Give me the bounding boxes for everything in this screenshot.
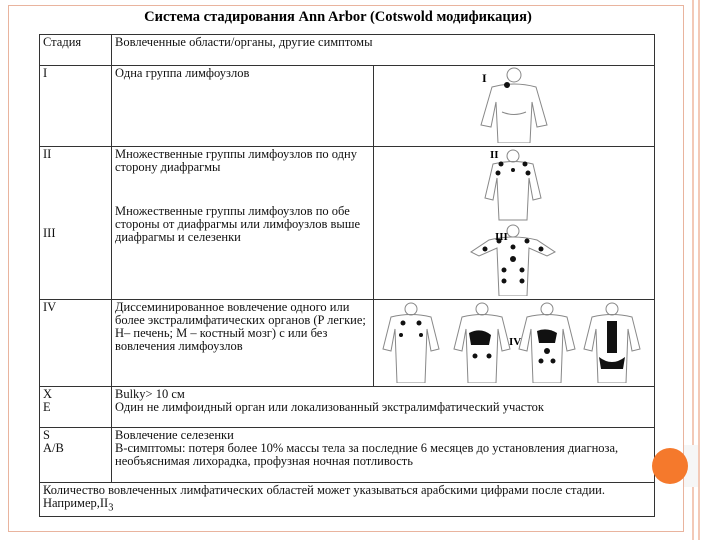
description-cell	[112, 387, 655, 428]
figure-label: IV	[509, 336, 522, 348]
orange-circle-icon	[652, 448, 688, 484]
table-row	[40, 387, 655, 428]
stage-label: A/B	[43, 441, 64, 455]
stage-cell: IV	[40, 300, 112, 387]
footer-text: Количество вовлеченных лимфатических областей может указываться арабскими цифрами после стадии. Например,	[43, 483, 605, 510]
figure-label: II	[490, 149, 499, 161]
stage-cell	[40, 147, 112, 300]
figure-label: I	[482, 71, 487, 85]
description-cell: Диссеминированное вовлечение одного или более экстралимфатических органов (P легкие; H– печень; M – костный мозг) с или без вовлечения лимфоузлов	[112, 300, 374, 387]
table-row	[40, 428, 655, 483]
table-row	[40, 147, 655, 300]
header-stage: Стадия	[40, 35, 112, 66]
stage-description: В-симптомы: потеря более 10% массы тела за последние 6 месяцев до установления диагноза, необъяснимая лихорадка, профузная ночная потливость	[115, 441, 619, 468]
figure-label: III	[495, 231, 508, 243]
figure-cell	[374, 147, 655, 300]
footer-cell	[40, 483, 655, 517]
slide-title: Система стадирования Ann Arbor (Cotswold модификация)	[144, 9, 532, 25]
stage-label: II	[43, 147, 52, 161]
stage-description: Множественные группы лимфоузлов по одну сторону диафрагмы	[115, 147, 357, 174]
description-cell	[112, 147, 374, 300]
figure-cell	[374, 66, 655, 147]
stage-description: Один не лимфоидный орган или локализованный экстралимфатический участок	[115, 400, 544, 414]
header-description: Вовлеченные области/органы, другие симптомы	[112, 35, 655, 66]
stage-description: Bulky> 10 см	[115, 387, 185, 401]
table-footer-row	[40, 483, 655, 517]
decorative-stripe	[698, 0, 700, 540]
footer-example-subscript: 3	[108, 502, 114, 514]
stage-cell: I	[40, 66, 112, 147]
stage-label: X	[43, 387, 53, 401]
staging-table	[39, 34, 655, 517]
stage-description: Вовлечение селезенки	[115, 428, 234, 442]
stage-description: Множественные группы лимфоузлов по обе стороны от диафрагмы или лимфоузлов выше диафрагмы и селезенки	[115, 204, 361, 244]
stage-label: III	[43, 226, 56, 240]
table-row	[40, 66, 655, 147]
stage-cell	[40, 428, 112, 483]
body-diagram-stage-2-3	[377, 148, 652, 296]
body-diagram-stage-1	[377, 67, 652, 143]
stage-label: E	[43, 400, 51, 414]
table-header-row	[40, 35, 655, 66]
stage-label: S	[43, 428, 50, 442]
description-cell	[112, 428, 655, 483]
description-cell: Одна группа лимфоузлов	[112, 66, 374, 147]
footer-example: II	[99, 496, 109, 510]
figure-cell	[374, 300, 655, 387]
stage-cell	[40, 387, 112, 428]
body-diagram-stage-4	[377, 301, 652, 383]
table-row	[40, 300, 655, 387]
